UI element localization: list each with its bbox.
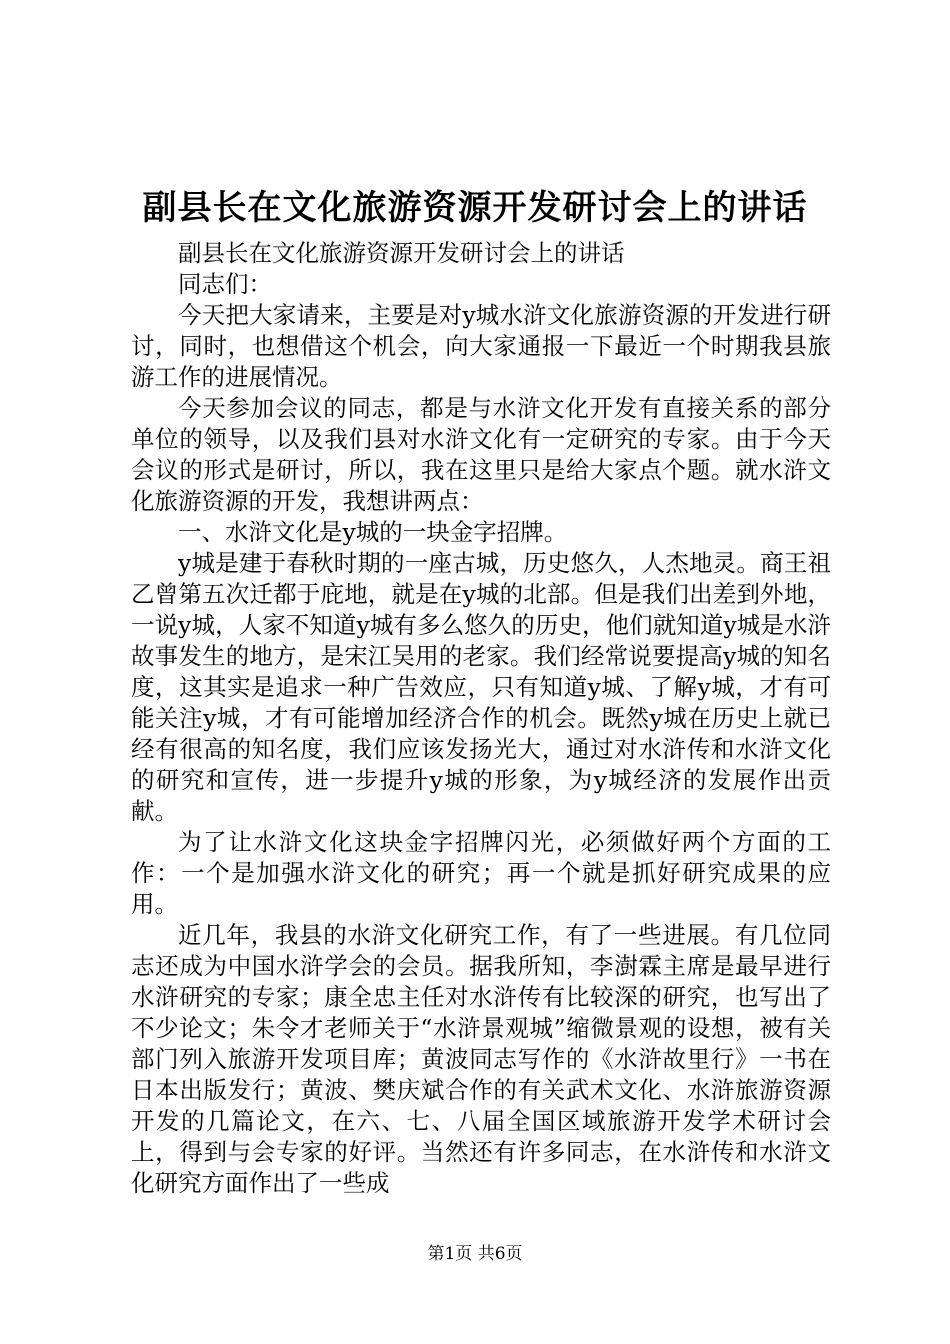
paragraph: 今天把大家请来，主要是对y城水浒文化旅游资源的开发进行研讨，同时，也想借这个机会，向大家通报一下最近一个时期我县旅游工作的进展情况。 [131,301,831,391]
section-heading: 一、水浒文化是y城的一块金字招牌。 [178,518,568,546]
paragraph: 今天参加会议的同志，都是与水浒文化开发有直接关系的部分单位的领导，以及我们县对水浒文化有一定研究的专家。由于今天会议的形式是研讨，所以，我在这里只是给大家点个题。就水浒文化旅游资源的开发，我想讲两点： [131,394,831,515]
paragraph: y城是建于春秋时期的一座古城，历史悠久，人杰地灵。商王祖乙曾第五次迁都于庇地，就是在y城的北部。但是我们出差到外地，一说y城，人家不知道y城有多么悠久的历史，他们就知道y城是水浒故事发生的地方，是宋江吴用的老家。我们经常说要提高y城的知名度，这其实是追求一种广告效应，只有知道y城、了解y城，才有可能关注y城，才有可能增加经济合作的机会。既然y城在历史上就已经有很高的知名度，我们应该发扬光大，通过对水浒传和水浒文化的研究和宣传，进一步提升y城的形象，为y城经济的发展作出贡献。 [131,549,831,825]
document-title: 副县长在文化旅游资源开发研讨会上的讲话 [142,188,808,228]
paragraph: 为了让水浒文化这块金字招牌闪光，必须做好两个方面的工作：一个是加强水浒文化的研究；再一个就是抓好研究成果的应用。 [131,828,831,918]
document-body [131,238,831,1199]
paragraph: 近几年，我县的水浒文化研究工作，有了一些进展。有几位同志还成为中国水浒学会的会员。据我所知，李澍霖主席是最早进行水浒研究的专家；康全忠主任对水浒传有比较深的研究，也写出了不少论文；朱令才老师关于“水浒景观城”缩微景观的设想，被有关部门列入旅游开发项目库；黄波同志写作的《水浒故里行》一书在日本出版发行；黄波、樊庆斌合作的有关武术文化、水浒旅游资源开发的几篇论文，在六、七、八届全国区域旅游开发学术研讨会上，得到与会专家的好评。当然还有许多同志，在水浒传和水浒文化研究方面作出了一些成 [131,921,831,1197]
page-number: 第1页 共6页 [427,1244,523,1264]
paragraph-subtitle: 副县长在文化旅游资源开发研讨会上的讲话 [178,239,625,267]
paragraph-salutation: 同志们： [178,270,272,298]
